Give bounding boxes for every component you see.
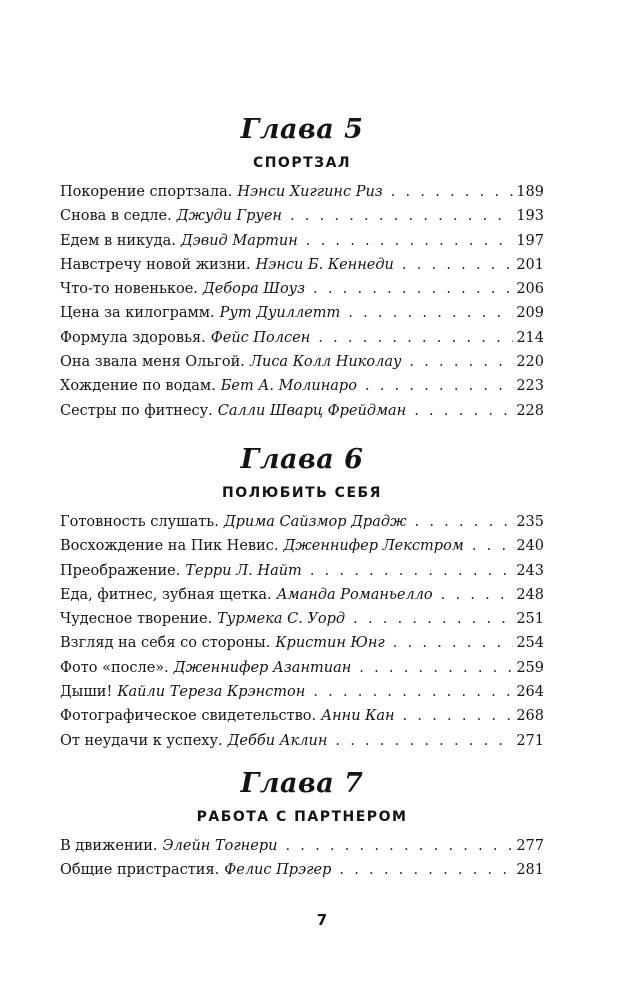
entry-title: Еда, фитнес, зубная щетка.: [60, 586, 272, 603]
toc-entry: [60, 834, 544, 858]
entry-title: Она звала меня Ольгой.: [60, 354, 245, 371]
entry-author: Анни Кан: [321, 708, 395, 725]
dot-leader: [403, 704, 514, 728]
entry-author: Дрима Сайзмор Драдж: [223, 514, 407, 530]
dot-leader: [348, 301, 513, 325]
toc-entry: [60, 326, 544, 350]
dot-leader: [472, 534, 513, 558]
entry-title: Снова в седле.: [60, 208, 172, 225]
entry-page-number: 268: [516, 708, 544, 725]
toc-entry: [60, 277, 544, 301]
entry-page-number: 189: [516, 184, 544, 200]
entry-author: Элейн Тогнери: [162, 838, 278, 854]
dot-leader: [306, 229, 514, 253]
entry-page-number: 243: [516, 562, 544, 579]
entry-page-number: 197: [516, 232, 544, 249]
toc-entry: [60, 583, 544, 607]
chapter-subheading: СПОРТЗАЛ: [252, 155, 352, 171]
toc-entry: [60, 858, 544, 882]
entry-author: Нэнси Б. Кеннеди: [255, 256, 394, 273]
toc-list: [60, 834, 544, 883]
chapter-subheading: ПОЛЮБИТЬ СЕБЯ: [222, 485, 382, 501]
toc-entry: [60, 656, 544, 680]
dot-leader: [409, 350, 513, 374]
entry-title: Хождение по водам.: [60, 378, 216, 395]
dot-leader: [353, 607, 513, 631]
dot-leader: [339, 858, 513, 882]
entry-author: Аманда Романьелло: [276, 586, 433, 603]
entry-title: Цена за килограмм.: [60, 305, 215, 322]
toc-entry: [60, 631, 544, 655]
entry-title: Навстречу новой жизни.: [60, 256, 251, 273]
toc-entry: [60, 680, 544, 704]
entry-author: Нэнси Хиггинс Риз: [237, 184, 383, 200]
entry-title: Общие пристрастия.: [60, 862, 220, 879]
entry-title: Чудесное творение.: [60, 611, 213, 628]
entry-author: Дэвид Мартин: [180, 232, 298, 249]
entry-author: Дженнифер Азантиан: [173, 659, 352, 676]
entry-page-number: 281: [516, 862, 544, 879]
chapter-5-section: [60, 114, 544, 423]
dot-leader: [391, 180, 514, 204]
toc-entry: [60, 704, 544, 728]
dot-leader: [441, 583, 514, 607]
dot-leader: [365, 374, 513, 398]
entry-author: Кристин Юнг: [275, 635, 385, 652]
toc-entry: [60, 399, 544, 423]
entry-title: Готовность слушать.: [60, 514, 219, 530]
entry-page-number: 251: [516, 611, 544, 628]
dot-leader: [414, 399, 513, 423]
entry-title: Формула здоровья.: [60, 329, 206, 346]
entry-title: Покорение спортзала.: [60, 184, 233, 200]
toc-entry: [60, 204, 544, 228]
toc-entry: [60, 559, 544, 583]
entry-page-number: 248: [516, 586, 544, 603]
dot-leader: [359, 656, 513, 680]
entry-title: Восхождение на Пик Невис.: [60, 538, 279, 555]
entry-page-number: 240: [516, 538, 544, 555]
dot-leader: [310, 559, 514, 583]
entry-author: Дебора Шоуз: [202, 281, 305, 298]
entry-title: Едем в никуда.: [60, 232, 176, 249]
entry-author: Терри Л. Найт: [185, 562, 302, 579]
toc-entry: [60, 607, 544, 631]
entry-title: Фотографическое свидетельство.: [60, 708, 317, 725]
entry-page-number: 214: [516, 329, 544, 346]
entry-author: Дженнифер Лекстром: [283, 538, 464, 555]
entry-page-number: 254: [516, 635, 544, 652]
toc-list: [60, 510, 544, 753]
entry-title: В движении.: [60, 838, 158, 854]
toc-entry: [60, 350, 544, 374]
entry-page-number: 193: [516, 208, 544, 225]
toc-entry: [60, 534, 544, 558]
dot-leader: [415, 510, 514, 534]
chapter-heading: Глава 7: [240, 768, 364, 799]
entry-author: Кайли Тереза Крэнстон: [117, 684, 306, 701]
chapter-heading: Глава 6: [240, 444, 364, 475]
dot-leader: [313, 680, 513, 704]
entry-author: Фелис Прэгер: [224, 862, 332, 879]
entry-page-number: 209: [516, 305, 544, 322]
entry-page-number: 228: [516, 402, 544, 419]
entry-title: Сестры по фитнесу.: [60, 402, 213, 419]
chapter-6-section: [60, 444, 544, 753]
entry-page-number: 277: [516, 838, 544, 854]
entry-title: Преображение.: [60, 562, 181, 579]
entry-author: Салли Шварц Фрейдман: [217, 402, 407, 419]
toc-entry: [60, 510, 544, 534]
toc-entry: [60, 374, 544, 398]
entry-page-number: 206: [516, 281, 544, 298]
toc-entry: [60, 229, 544, 253]
page-number: 7: [316, 911, 328, 929]
chapter-subheading: РАБОТА С ПАРТНЕРОМ: [196, 809, 408, 825]
entry-author: Турмека С. Уорд: [217, 611, 346, 628]
entry-author: Дебби Аклин: [227, 732, 328, 749]
dot-leader: [290, 204, 513, 228]
entry-title: Дыши!: [60, 684, 113, 701]
entry-page-number: 271: [516, 732, 544, 749]
entry-page-number: 220: [516, 354, 544, 371]
entry-page-number: 235: [516, 514, 544, 530]
toc-list: [60, 180, 544, 423]
entry-page-number: 201: [516, 256, 544, 273]
entry-author: Бет А. Молинаро: [220, 378, 357, 395]
toc-entry: [60, 253, 544, 277]
entry-title: От неудачи к успеху.: [60, 732, 223, 749]
entry-page-number: 223: [516, 378, 544, 395]
chapter-7-section: [60, 768, 544, 883]
chapter-heading: Глава 5: [240, 114, 364, 145]
dot-leader: [335, 729, 513, 753]
entry-title: Что-то новенькое.: [60, 281, 198, 298]
entry-page-number: 259: [516, 659, 544, 676]
dot-leader: [393, 631, 514, 655]
entry-author: Лиса Колл Николау: [249, 354, 402, 371]
entry-title: Взгляд на себя со стороны.: [60, 635, 271, 652]
entry-author: Джуди Груен: [176, 208, 282, 225]
entry-author: Рут Дуиллетт: [219, 305, 341, 322]
toc-entry: [60, 729, 544, 753]
dot-leader: [402, 253, 513, 277]
toc-entry: [60, 180, 544, 204]
entry-page-number: 264: [516, 684, 544, 701]
toc-entry: [60, 301, 544, 325]
entry-title: Фото «после».: [60, 659, 169, 676]
dot-leader: [313, 277, 513, 301]
dot-leader: [285, 834, 513, 858]
dot-leader: [318, 326, 513, 350]
entry-author: Фейс Полсен: [210, 329, 311, 346]
